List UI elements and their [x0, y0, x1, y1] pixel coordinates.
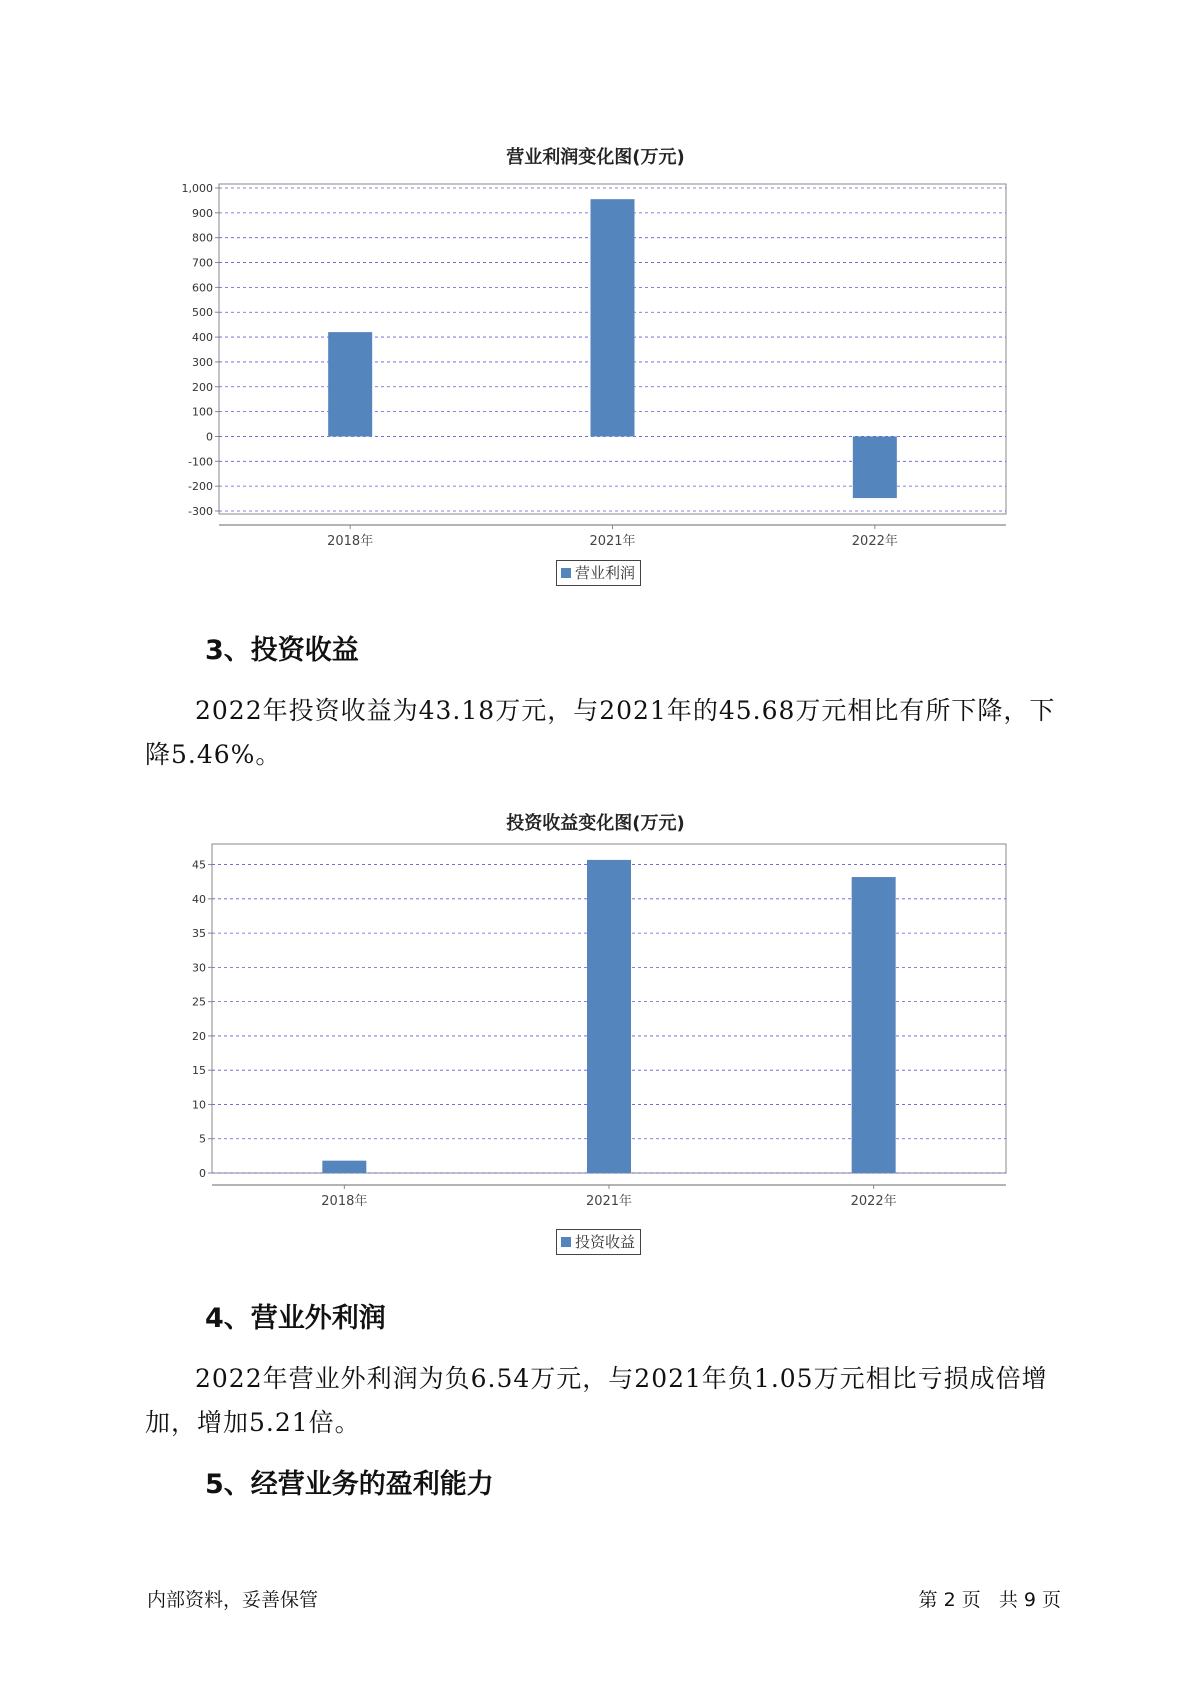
x-tick-label: 2021年	[589, 534, 636, 549]
y-tick-label: 15	[192, 1064, 206, 1078]
section3-paragraph: 2022年投资收益为43.18万元，与2021年的45.68万元相比有所下降，下降5.46%。	[145, 696, 1056, 769]
y-tick-label: 200	[192, 380, 213, 394]
bar	[587, 860, 631, 1173]
y-tick-label: 900	[192, 206, 213, 220]
y-tick-label: 45	[192, 858, 206, 872]
y-tick-label: 800	[192, 231, 213, 245]
y-tick-label: 1,000	[181, 182, 213, 195]
y-tick-label: 35	[192, 927, 206, 941]
y-tick-label: 20	[192, 1029, 206, 1043]
y-tick-label: -200	[188, 480, 213, 494]
bar	[852, 877, 896, 1173]
y-tick-label: 500	[192, 306, 213, 320]
section4-paragraph: 2022年营业外利润为负6.54万元，与2021年负1.05万元相比亏损成倍增加，增加5.21倍。	[145, 1364, 1048, 1437]
bar	[322, 1161, 366, 1173]
y-tick-label: 100	[192, 405, 213, 419]
y-tick-label: 30	[192, 961, 206, 975]
section3-heading: 3、投资收益	[205, 635, 359, 666]
y-tick-label: 600	[192, 281, 213, 295]
x-tick-label: 2018年	[321, 1194, 368, 1209]
chart2-legend-label: 投资收益	[575, 1233, 636, 1251]
x-tick-label: 2022年	[850, 1194, 897, 1209]
y-tick-label: 25	[192, 995, 206, 1009]
y-tick-label: 300	[192, 355, 213, 369]
y-tick-label: -300	[188, 505, 213, 518]
legend-swatch-icon	[561, 1237, 571, 1247]
section4-heading: 4、营业外利润	[205, 1303, 386, 1334]
footer-page-number: 第 2 页 共 9 页	[918, 1589, 1061, 1611]
chart2-legend	[556, 1229, 641, 1255]
x-tick-label: 2022年	[851, 534, 898, 549]
y-tick-label: 0	[206, 430, 213, 444]
y-tick-label: 700	[192, 256, 213, 270]
chart1-title: 营业利润变化图(万元)	[506, 147, 685, 168]
y-tick-label: 400	[192, 331, 213, 345]
y-tick-label: 10	[192, 1098, 206, 1112]
footer-confidential: 内部资料，妥善保管	[147, 1589, 319, 1611]
y-tick-label: 5	[199, 1132, 206, 1146]
x-tick-label: 2021年	[585, 1194, 633, 1209]
chart2-title: 投资收益变化图(万元)	[506, 813, 685, 834]
y-tick-label: -100	[188, 455, 213, 469]
chart1-legend-label: 营业利润	[575, 564, 636, 582]
section5-heading: 5、经营业务的盈利能力	[205, 1469, 494, 1500]
y-tick-label: 0	[199, 1167, 206, 1180]
y-tick-label: 40	[192, 892, 206, 906]
x-tick-label: 2018年	[327, 534, 374, 549]
